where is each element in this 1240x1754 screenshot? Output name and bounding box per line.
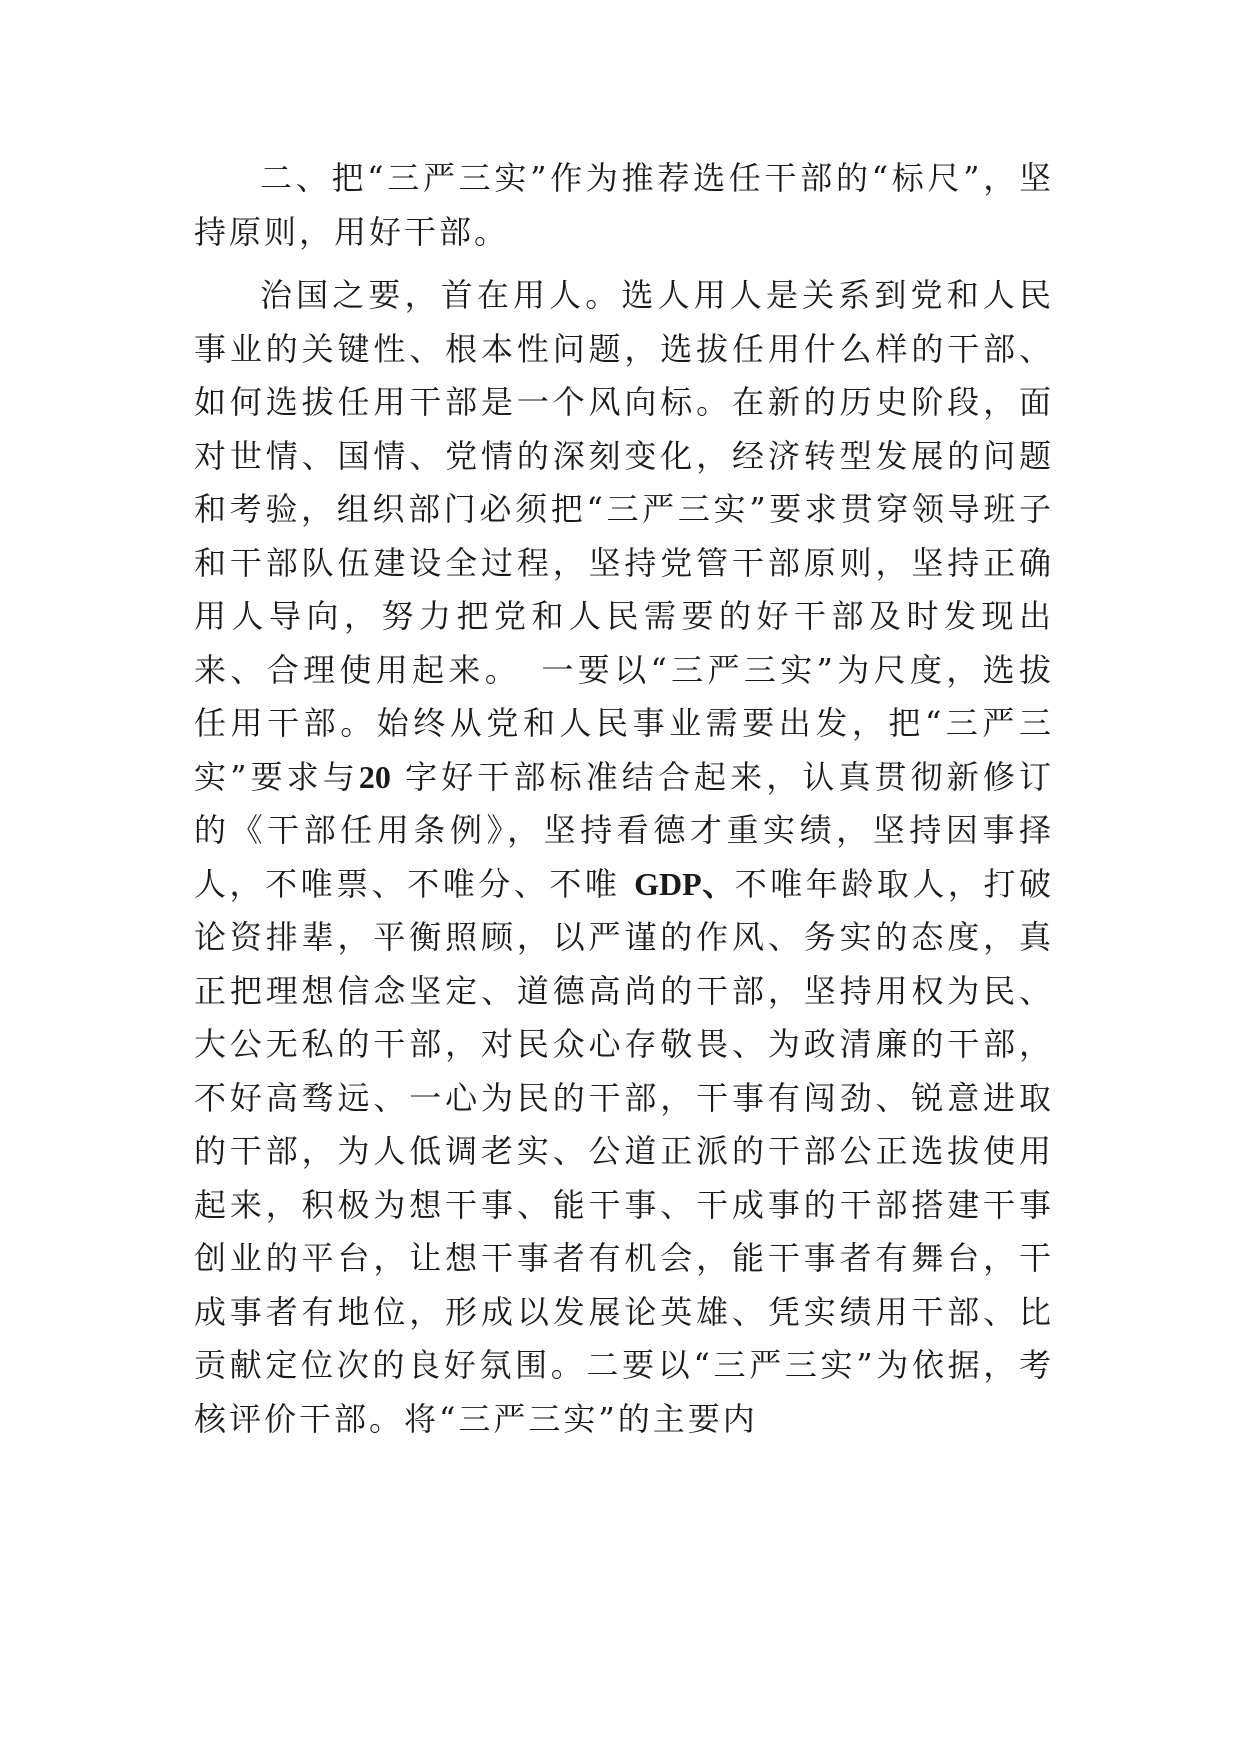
- body-text-part-1: 治国之要，首在用人。选人用人是关系到党和人民事业的关键性、根本性问题，选拔任用什么样的干部、如何选拔任用干部是一个风向标。在新的历史阶段，面对世情、国情、党情的深刻变化，经济转型发展的问题和考验，组织部门必须把“三严三实”要求贯穿领导班子和干部队伍建设全过程，坚持党管干部原则，坚持正确用人导向，努力把党和人民需要的好干部及时发现出来、合理使用起来。 一要以“三严三实”为尺度，选拔任用干部。始终从党和人民事业需要出发，把“三严三实”要求与: [194, 276, 1054, 796]
- document-body: [194, 152, 1054, 1446]
- body-text-part-3: 不唯年龄取人，打破论资排辈，平衡照顾，以严谨的作风、务实的态度，真正把理想信念坚定、道德高尚的干部，坚持用权为民、大公无私的干部，对民众心存敬畏、为政清廉的干部，不好高骛远、一心为民的干部，干事有闯劲、锐意进取的干部，为人低调老实、公道正派的干部公正选拔使用起来，积极为想干事、能干事、干成事的干部搭建干事创业的平台，让想干事者有机会，能干事者有舞台，干成事者有地位，形成以发展论英雄、凭实绩用干部、比贡献定位次的良好氛围。二要以“三严三实”为依据，考核评价干部。将“三严三实”的主要内: [194, 864, 1054, 1438]
- gdp-term: GDP、: [634, 865, 735, 902]
- body-paragraph: [194, 269, 1054, 1446]
- section-heading: [194, 152, 1054, 259]
- number-20: 20: [358, 758, 391, 795]
- section-heading-text: 二、把“三严三实”作为推荐选任干部的“标尺”，坚持原则，用好干部。: [194, 159, 1054, 251]
- body-text-part-2: 字好干部标准结合起来，认真贯彻新修订的《干部任用条例》，坚持看德才重实绩，坚持因事择人，不唯票、不唯分、不唯: [194, 757, 1054, 903]
